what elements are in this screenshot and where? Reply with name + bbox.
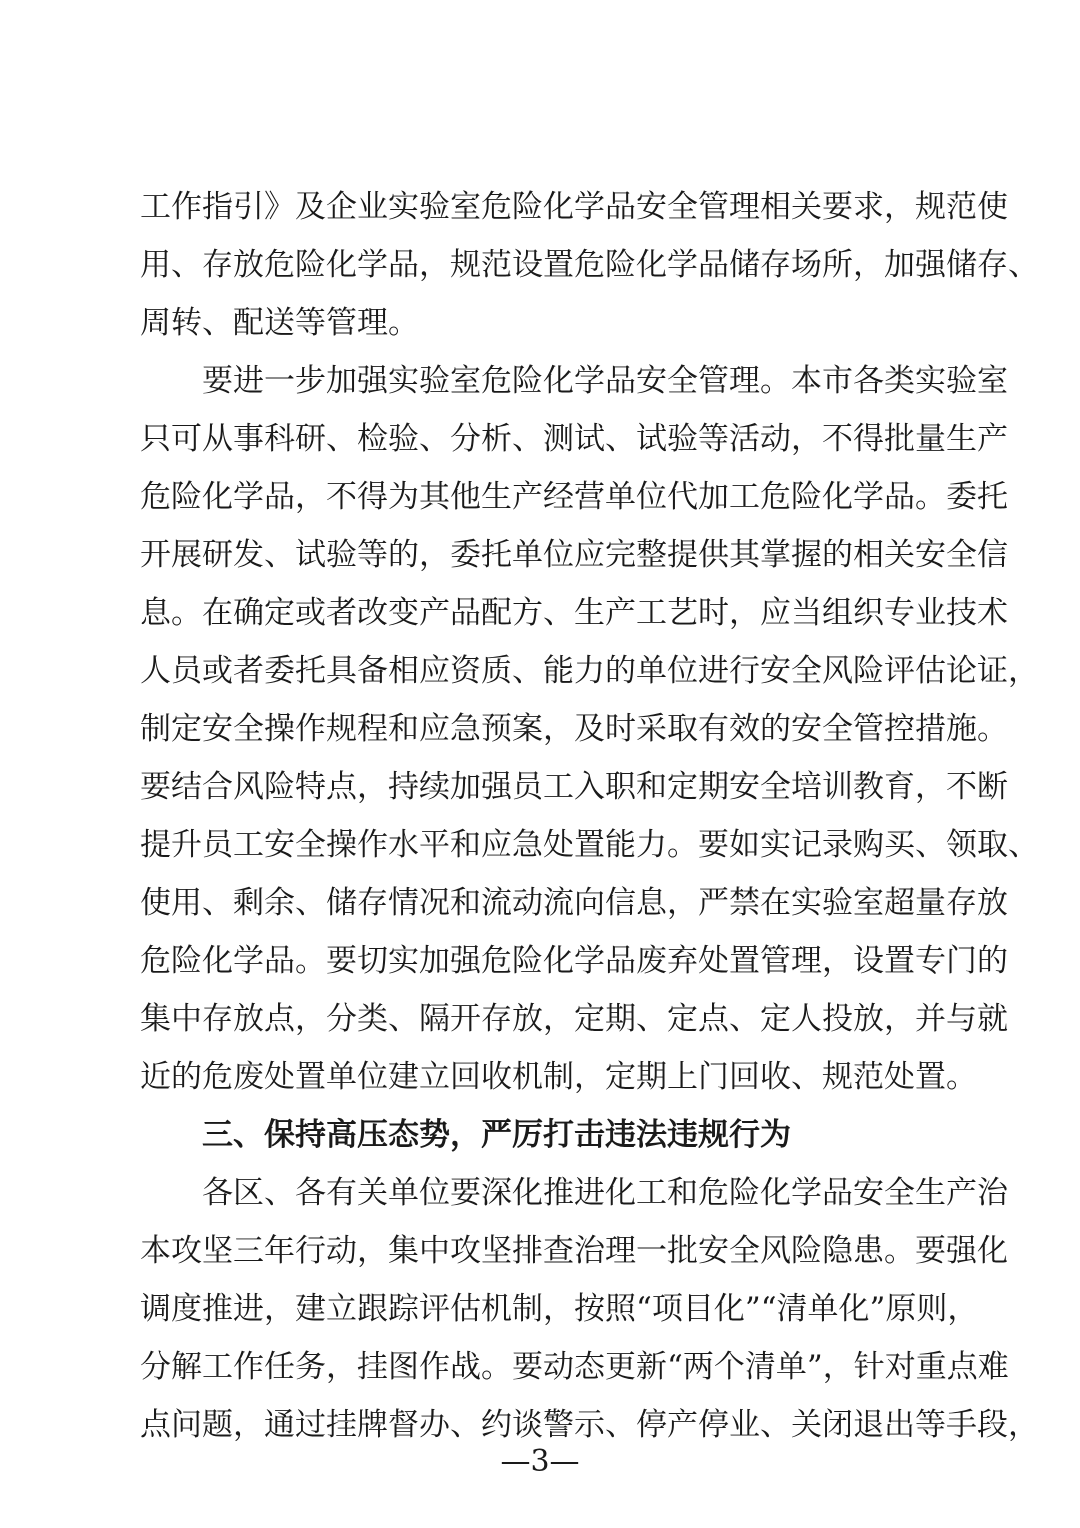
paragraph-line: 要进一步加强实验室危险化学品安全管理。本市各类实验室 (202, 363, 1008, 399)
paragraph-line: 提升员工安全操作水平和应急处置能力。要如实记录购买、领取、 (140, 827, 1039, 863)
paragraph-line: 分解工作任务，挂图作战。要动态更新“两个清单”，针对重点难 (140, 1349, 1009, 1385)
paragraph-line: 集中存放点，分类、隔开存放，定期、定点、定人投放，并与就 (140, 1001, 1008, 1037)
paragraph-line: 近的危废处置单位建立回收机制，定期上门回收、规范处置。 (140, 1059, 977, 1095)
paragraph-line: 息。在确定或者改变产品配方、生产工艺时，应当组织专业技术 (140, 595, 1008, 631)
paragraph-line: 只可从事科研、检验、分析、测试、试验等活动，不得批量生产 (140, 421, 1008, 457)
paragraph-line: 制定安全操作规程和应急预案，及时采取有效的安全管控措施。 (140, 711, 1008, 747)
paragraph-line: 使用、剩余、储存情况和流动流向信息，严禁在实验室超量存放 (140, 885, 1008, 921)
paragraph-line: 要结合风险特点，持续加强员工入职和定期安全培训教育，不断 (140, 769, 1008, 805)
paragraph-line: 用、存放危险化学品，规范设置危险化学品储存场所，加强储存、 (140, 247, 1039, 283)
paragraph-line: 各区、各有关单位要深化推进化工和危险化学品安全生产治 (202, 1175, 1008, 1211)
paragraph-line: 点问题，通过挂牌督办、约谈警示、停产停业、关闭退出等手段， (140, 1407, 1039, 1443)
paragraph-line: 人员或者委托具备相应资质、能力的单位进行安全风险评估论证， (140, 653, 1039, 689)
paragraph-line: 调度推进，建立跟踪评估机制，按照“项目化”“清单化”原则， (140, 1291, 979, 1327)
paragraph-line: 危险化学品，不得为其他生产经营单位代加工危险化学品。委托 (140, 479, 1008, 515)
paragraph-line: 本攻坚三年行动，集中攻坚排查治理一批安全风险隐患。要强化 (140, 1233, 1008, 1269)
paragraph-line: 周转、配送等管理。 (140, 305, 419, 341)
paragraph-line: 开展研发、试验等的，委托单位应完整提供其掌握的相关安全信 (140, 537, 1008, 573)
paragraph-line: 危险化学品。要切实加强危险化学品废弃处置管理，设置专门的 (140, 943, 1008, 979)
page-number: —3— (500, 1444, 580, 1479)
paragraph-line: 工作指引》及企业实验室危险化学品安全管理相关要求，规范使 (140, 189, 1008, 225)
section-heading: 三、保持高压态势，严厉打击违法违规行为 (202, 1117, 791, 1153)
